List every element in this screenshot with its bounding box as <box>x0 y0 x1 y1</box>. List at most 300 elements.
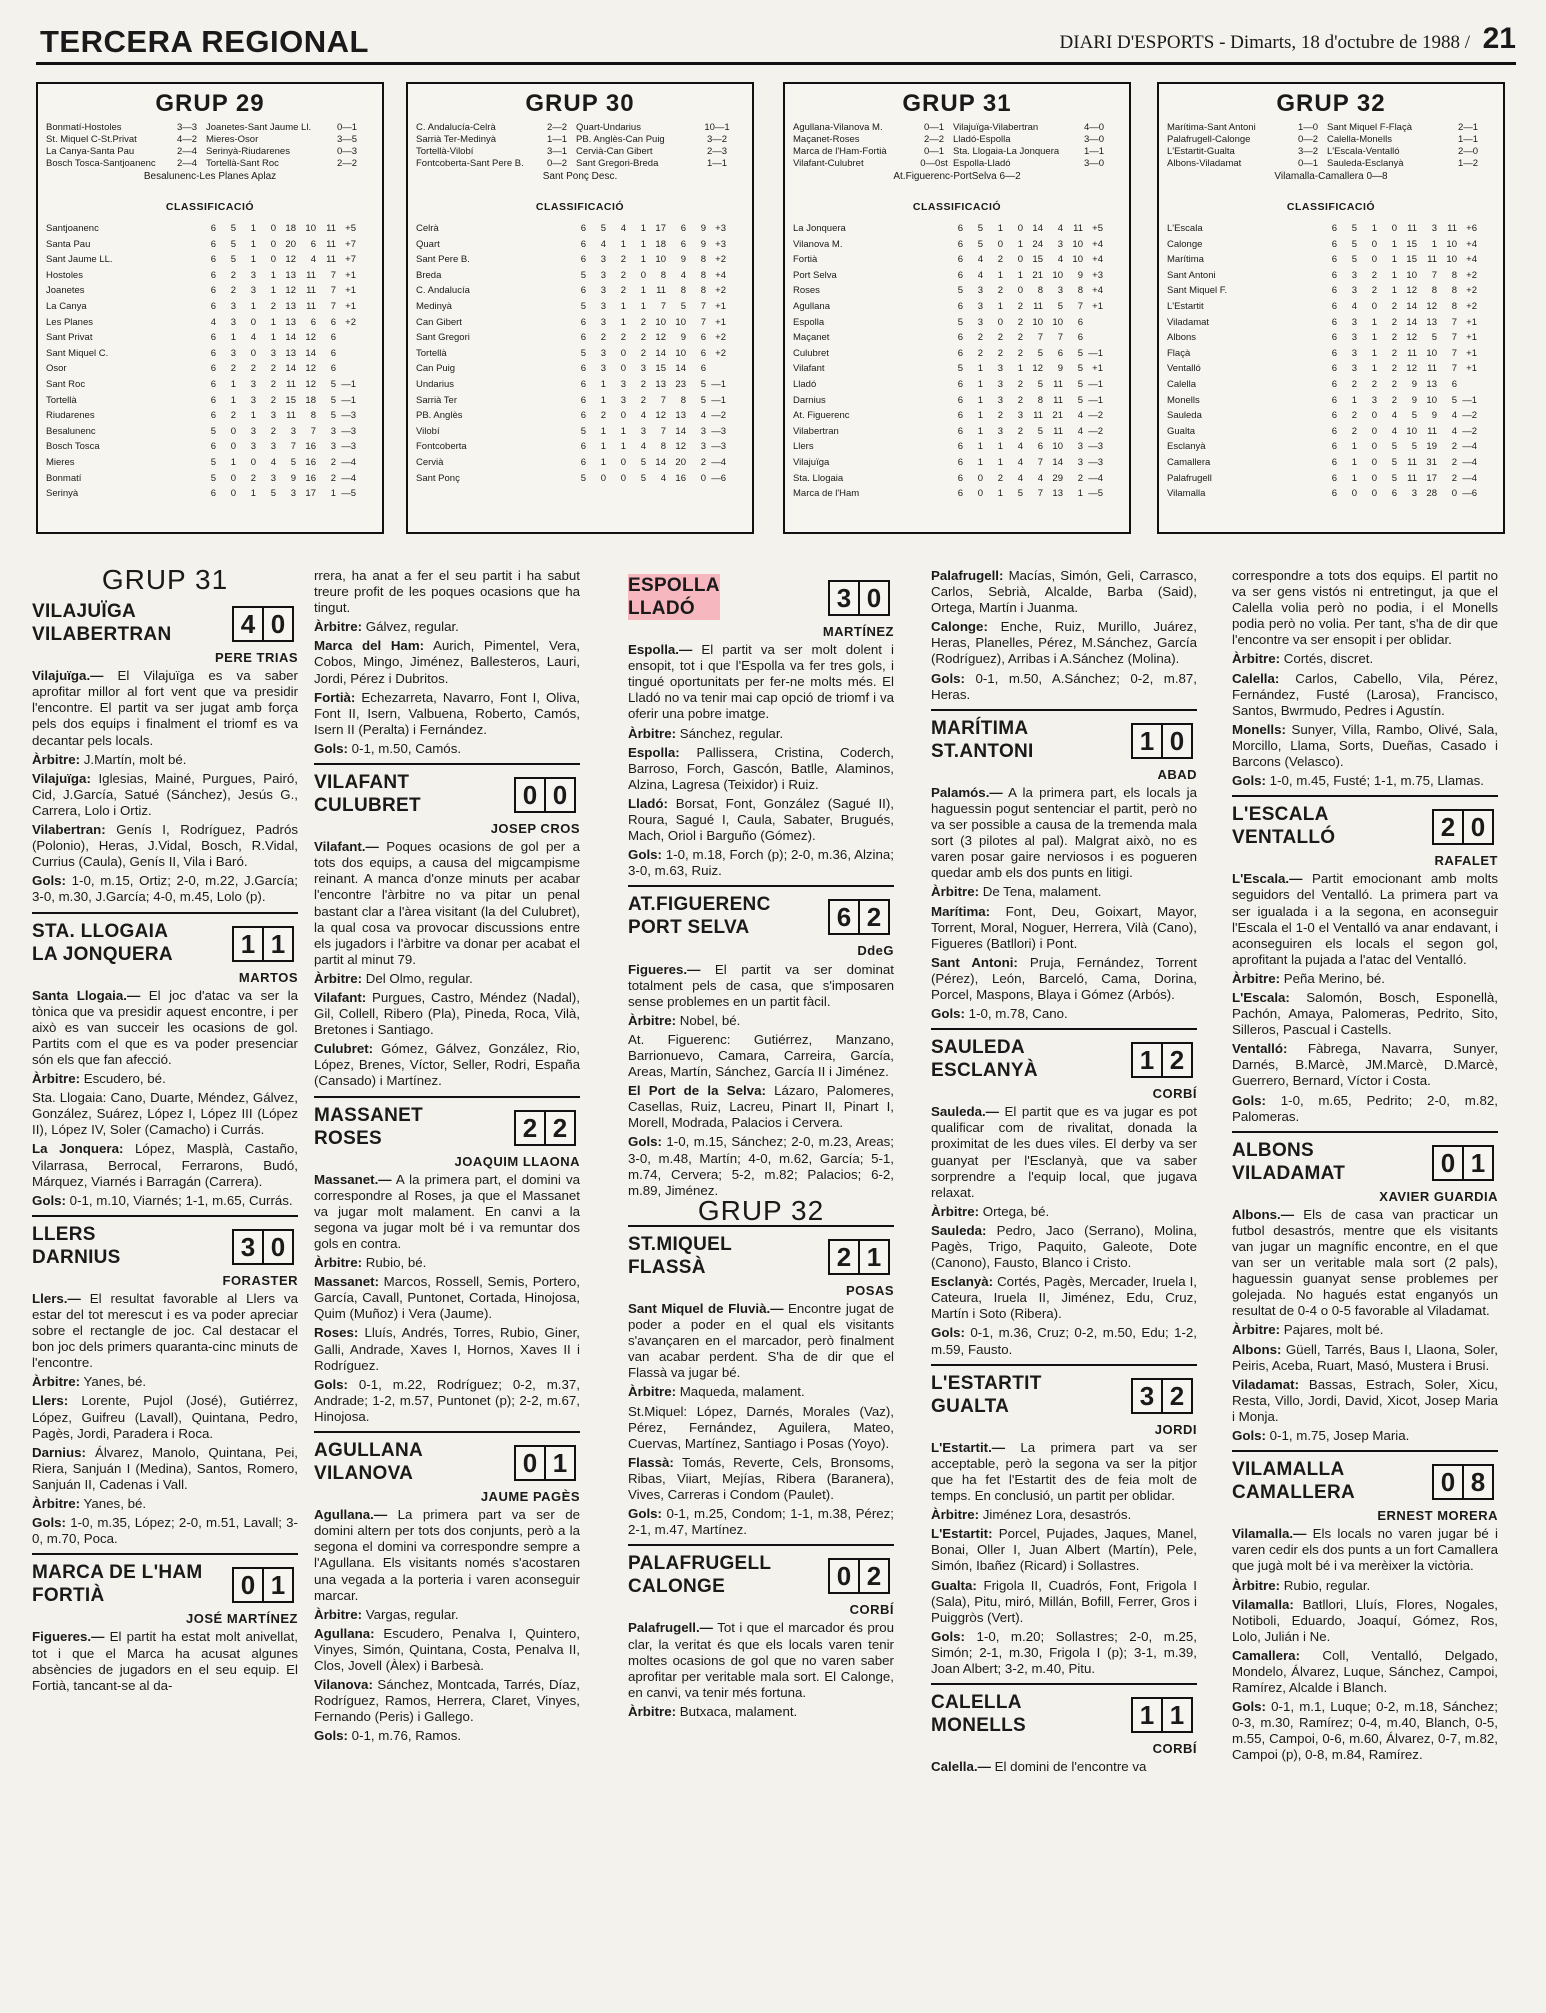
home-team: MARÍTIMA <box>931 717 1029 739</box>
team-name: Vilajuïga <box>793 456 830 468</box>
stat-value: 10 <box>655 316 666 328</box>
report-paragraph: Vilanova: Sánchez, Montcada, Tarrés, Díaz, Rodríguez, Ramos, Herrera, Claret, Vinyes, Fernando (Peris) i Gallego. <box>314 1677 580 1725</box>
classification-row <box>793 486 1121 502</box>
stat-value: 0 <box>640 269 646 281</box>
stat-value: 0 <box>1017 254 1023 266</box>
paragraph-lead: Viladamat: <box>1232 1376 1300 1392</box>
stat-value: 5 <box>580 347 586 359</box>
classification-row <box>46 346 374 362</box>
stat-value: 6 <box>580 441 586 453</box>
stat-value: 3 <box>1431 223 1437 234</box>
team-name: Medinyà <box>416 300 452 312</box>
report-paragraph: Àrbitre: Nobel, bé. <box>628 1012 741 1028</box>
stat-value: 2 <box>1017 332 1023 344</box>
paragraph-lead: Àrbitre: <box>628 1384 677 1400</box>
classification-row <box>1167 377 1495 393</box>
score-box <box>1432 1145 1494 1181</box>
paragraph-lead: Albons.— <box>1232 1206 1295 1222</box>
paragraph-lead: Monells: <box>1232 721 1286 737</box>
match-score: 10—1 <box>704 122 730 133</box>
result-extra: Besalunenc-Les Planes Aplaz <box>143 171 277 182</box>
match-score: 1—1 <box>1083 146 1105 157</box>
stat-value: —1 <box>711 394 726 406</box>
stat-value: 4 <box>977 254 983 266</box>
report-paragraph: Gualta: Frigola II, Cuadrós, Font, Frigola I (Sala), Pitu, miró, Millán, Bofill, Ferrer, Gros i Puiggròs (Vert). <box>931 1577 1197 1625</box>
match-header <box>628 1233 894 1281</box>
stat-value: 6 <box>310 238 316 250</box>
paragraph-lead: Sant Antoni: <box>931 954 1018 970</box>
classification-row <box>1167 393 1495 409</box>
report-paragraph: Àrbitre: Rubio, bé. <box>314 1255 427 1271</box>
dateline: DIARI D'ESPORTS - Dimarts, 18 d'octubre de 1988 / <box>1059 32 1470 53</box>
stat-value: +1 <box>1466 316 1477 328</box>
classification-row <box>793 221 1121 237</box>
stat-value: 4 <box>1077 410 1083 422</box>
classification-row <box>793 361 1121 377</box>
stat-value: 7 <box>1451 363 1457 375</box>
score-box <box>828 580 890 616</box>
stat-value: 6 <box>1331 394 1337 406</box>
match-report <box>32 912 298 1209</box>
match-name: Mieres-Osor <box>206 134 259 145</box>
paragraph-lead: Roses: <box>314 1325 359 1341</box>
stat-value: 21 <box>1032 269 1043 281</box>
stat-value: 4 <box>1017 441 1023 453</box>
stat-value: 8 <box>1037 394 1043 406</box>
stat-value: 2 <box>1371 269 1377 281</box>
stat-value: +5 <box>1092 223 1103 234</box>
stat-value: 2 <box>1351 425 1357 437</box>
classification-row <box>1167 315 1495 331</box>
result-row <box>793 146 1121 158</box>
stat-value: 14 <box>285 363 296 375</box>
report-paragraph: Calella.— El domini de l'encontre va <box>931 1759 1147 1775</box>
stat-value: 3 <box>250 425 256 437</box>
team-name: Agullana <box>793 300 830 312</box>
match-report <box>32 594 298 905</box>
stat-value: 14 <box>655 347 666 359</box>
stat-value: 3 <box>600 269 606 281</box>
stat-value: 4 <box>1017 456 1023 468</box>
team-name: Vilanova M. <box>793 238 843 250</box>
stat-value: 6 <box>957 269 963 281</box>
stat-value: 4 <box>310 254 316 266</box>
home-team: L'ESCALA <box>1232 804 1329 826</box>
stat-value: 4 <box>1057 223 1063 234</box>
paragraph-lead: Gols: <box>32 1515 66 1531</box>
stat-value: 6 <box>957 254 963 266</box>
paragraph-lead: Culubret: <box>314 1041 374 1057</box>
match-header <box>1232 803 1498 851</box>
report-paragraph: Camallera: Coll, Ventalló, Delgado, Mondelo, Álvarez, Luque, Sánchez, Campoi, Ramírez, Alcalde i Blanch. <box>1232 1647 1498 1696</box>
stat-value: 20 <box>285 238 296 250</box>
team-name: Can Gibert <box>416 316 462 328</box>
stat-value: 6 <box>1077 316 1083 328</box>
stat-value: 4 <box>1391 425 1397 437</box>
stat-value: 1 <box>620 316 626 328</box>
report-paragraph: Vilabertran: Genís I, Rodríguez, Padrós (Polonio), Heras, J.Vidal, Bosch, R.Vidal, Currius (Caula), Genís II, Vila i Baró. <box>32 822 298 870</box>
team-name: Esclanyà <box>1167 441 1206 453</box>
score-box <box>232 1229 294 1265</box>
home-score: 0 <box>232 1567 264 1603</box>
match-score: 3—2 <box>706 134 728 145</box>
match-report <box>314 1096 580 1426</box>
stat-value: 2 <box>640 394 646 406</box>
match-header <box>628 574 894 622</box>
paragraph-lead: Àrbitre: <box>1232 970 1281 986</box>
team-name: L'Escala <box>1167 223 1203 234</box>
home-team: VILAFANT <box>314 772 410 794</box>
stat-value: 5 <box>957 316 963 328</box>
group-heading: GRUP 32 <box>697 1194 825 1226</box>
stat-value: 2 <box>1391 300 1397 312</box>
stat-value: 1 <box>640 300 646 312</box>
away-team: PORT SELVA <box>628 917 750 939</box>
classification-row <box>416 283 744 299</box>
stat-value: 16 <box>675 472 686 484</box>
report-paragraph: Fortià: Echezarreta, Navarro, Font I, Oliva, Font II, Isern, Valbuena, Roberto, Camós, Isern II (Peralta) i Fernández. <box>314 689 580 737</box>
stat-value: 5 <box>230 223 236 234</box>
byline: CORBÍ <box>1152 1086 1197 1102</box>
match-report <box>628 1225 894 1538</box>
stat-value: +1 <box>1092 300 1103 312</box>
stat-value: 12 <box>1406 285 1417 297</box>
stat-value: 1 <box>1017 269 1023 281</box>
stat-value: 1 <box>1391 238 1397 250</box>
stat-value: 8 <box>1451 285 1457 297</box>
stat-value: 1 <box>1351 456 1357 468</box>
report-paragraph: Àrbitre: Jiménez Lora, desastrós. <box>931 1507 1132 1523</box>
paragraph-lead: Àrbitre: <box>931 884 980 900</box>
paragraph-lead: Àrbitre: <box>314 619 363 635</box>
stat-value: 3 <box>290 425 296 437</box>
stat-value: 2 <box>640 347 646 359</box>
stat-value: 1 <box>997 456 1003 468</box>
stat-value: —5 <box>1088 488 1103 500</box>
team-name: At. Figuerenc <box>793 410 850 422</box>
paragraph-lead: Espolla: <box>628 744 680 760</box>
report-paragraph: Vilamalla: Batllori, Lluís, Flores, Nogales, Notiboli, Eduardo, Joaquí, Gómez, Ros, Lolo, Julián i Ne. <box>1232 1596 1498 1644</box>
team-name: Fontcoberta <box>416 441 467 453</box>
stat-value: +2 <box>345 316 356 328</box>
paragraph-lead: Agullana.— <box>314 1507 388 1523</box>
stat-value: 15 <box>285 394 296 406</box>
home-score: 3 <box>232 1229 264 1265</box>
stat-value: 2 <box>1391 332 1397 344</box>
stat-value: 2 <box>250 363 256 375</box>
stat-value: 5 <box>580 300 586 312</box>
stat-value: 13 <box>285 269 296 281</box>
stat-value: 6 <box>1451 378 1457 390</box>
team-name: Culubret <box>793 347 829 359</box>
report-paragraph: Espolla: Pallissera, Cristina, Coderch, Barroso, Forch, Gascón, Batlle, Alaminos, Alzina, Lagresa (Teixidor) i Ruiz. <box>628 744 894 792</box>
group-box <box>406 82 754 534</box>
stat-value: 1 <box>250 254 256 266</box>
stat-value: 5 <box>330 378 336 390</box>
home-score: 1 <box>1131 1042 1163 1078</box>
score-box <box>1131 723 1193 759</box>
report-paragraph: Llers: Lorente, Pujol (José), Gutiérrez, López, Guifreu (Lavall), Quintana, Pedro, Pagès, Jordi, Paradera i Roca. <box>32 1393 298 1441</box>
stat-value: 6 <box>210 223 216 234</box>
stat-value: 0 <box>1371 254 1377 266</box>
stat-value: 5 <box>290 456 296 468</box>
paragraph-lead: Vilajuïga.— <box>32 668 104 684</box>
stat-value: —1 <box>1462 394 1477 406</box>
paragraph-lead: Vilafant.— <box>314 839 379 855</box>
stat-value: 6 <box>1391 488 1397 500</box>
group-box <box>1157 82 1505 534</box>
report-paragraph: L'Estartit: Porcel, Pujades, Jaques, Manel, Bonai, Oller I, Juan Albert (Martín), Pele, Simón, Ibañez (Ricard) i Sollastres. <box>931 1526 1197 1574</box>
away-score: 0 <box>1464 809 1494 845</box>
stat-value: +4 <box>1466 238 1477 250</box>
group-box <box>36 82 384 534</box>
classification-row <box>1167 439 1495 455</box>
stat-value: 1 <box>1391 269 1397 281</box>
stat-value: 1 <box>1391 285 1397 297</box>
paragraph-lead: L'Escala: <box>1232 989 1290 1005</box>
report-paragraph: Gols: 1-0, m.18, Forch (p); 2-0, m.36, Alzina; 3-0, m.63, Ruiz. <box>628 847 894 879</box>
report-paragraph: Massanet.— A la primera part, el domini va correspondre al Roses, ja que el Massanet va jugar molt malament. En canvi a la segona va jugar molt bé i va remuntar dos gols en contra. <box>314 1171 580 1251</box>
stat-value: 5 <box>700 394 706 406</box>
stat-value: 4 <box>640 410 646 422</box>
report-paragraph: rrera, ha anat a fer el seu partit i ha sabut treure profit de les poques ocasions que ha tingut. <box>314 568 580 616</box>
stat-value: 1 <box>997 441 1003 453</box>
report-paragraph: Vilafant: Purgues, Castro, Méndez (Nadal), Gil, Collell, Ribero (Pla), Pineda, Roca, Vilà, Bretones i Santiago. <box>314 989 580 1038</box>
classification-row <box>416 237 744 253</box>
stat-value: 6 <box>1331 363 1337 375</box>
stat-value: 1 <box>230 332 236 344</box>
stat-value: 11 <box>1073 223 1083 234</box>
team-name: Vilamalla <box>1167 488 1206 500</box>
stat-value: +2 <box>1466 285 1477 297</box>
stat-value: 10 <box>1426 347 1437 359</box>
stat-value: 10 <box>1426 394 1437 406</box>
classification-title: CLASSIFICACIÓ <box>165 201 255 213</box>
stat-value: 2 <box>1351 410 1357 422</box>
stat-value: 16 <box>305 472 316 484</box>
stat-value: 2 <box>1391 316 1397 328</box>
classification-row <box>416 221 744 237</box>
stat-value: 2 <box>1451 441 1457 453</box>
score-box <box>514 777 576 813</box>
report-paragraph: Gols: 0-1, m.25, Condom; 1-1, m.38, Pérez; 2-1, m.47, Martínez. <box>628 1506 894 1538</box>
stat-value: 2 <box>330 456 336 468</box>
stat-value: 12 <box>655 410 666 422</box>
team-name: Bosch Tosca <box>46 441 100 453</box>
classification-row <box>793 268 1121 284</box>
away-score: 1 <box>546 1445 576 1481</box>
report-paragraph: Àrbitre: Gálvez, regular. <box>314 619 459 635</box>
match-score: 0—1 <box>336 122 358 133</box>
match-score: 0—3 <box>336 146 358 157</box>
stat-value: 1 <box>1371 347 1377 359</box>
stat-value: 7 <box>330 300 336 312</box>
stat-value: 1 <box>620 238 626 250</box>
home-score: 1 <box>1131 723 1163 759</box>
score-box <box>1131 1042 1193 1078</box>
classification-row <box>1167 268 1495 284</box>
classification-row <box>1167 471 1495 487</box>
stat-value: 7 <box>700 316 706 328</box>
column <box>32 564 298 1697</box>
paragraph-lead: Gols: <box>314 740 348 756</box>
match-name: Sta. Llogaia-La Jonquera <box>953 146 1060 157</box>
stat-value: 2 <box>1017 300 1023 312</box>
stat-value: 0 <box>270 254 276 266</box>
match-report <box>628 1544 894 1720</box>
stat-value: 17 <box>1426 472 1437 484</box>
stat-value: 13 <box>655 378 666 390</box>
match-name: Calella-Monells <box>1327 134 1392 145</box>
match-name: Sant Miquel F-Flaçà <box>1327 122 1413 133</box>
team-name: Vilafant <box>793 363 825 375</box>
home-score: 3 <box>828 580 860 616</box>
stat-value: 6 <box>1331 238 1337 250</box>
stat-value: 0 <box>1371 456 1377 468</box>
stat-value <box>1083 315 1103 331</box>
stat-value: 6 <box>1331 332 1337 344</box>
result-row <box>46 146 374 158</box>
home-score: 4 <box>232 606 264 642</box>
classification-row <box>46 361 374 377</box>
stat-value: 5 <box>580 269 586 281</box>
stat-value: 7 <box>1451 332 1457 344</box>
result-row <box>416 134 744 146</box>
stat-value: 2 <box>1451 472 1457 484</box>
paragraph-lead: Figueres.— <box>628 961 701 977</box>
paragraph-lead: L'Estartit.— <box>931 1439 1006 1455</box>
stat-value: 23 <box>675 378 686 390</box>
stat-value: 2 <box>230 410 236 422</box>
classification-row <box>46 455 374 471</box>
home-score: 2 <box>1432 809 1464 845</box>
paragraph-lead: Vilamalla.— <box>1232 1526 1307 1542</box>
stat-value: 1 <box>1371 332 1377 344</box>
stat-value: 5 <box>977 223 983 234</box>
match-score: 3—1 <box>546 146 568 157</box>
stat-value: 8 <box>700 269 706 281</box>
stat-value: 13 <box>285 300 296 312</box>
stat-value: 10 <box>1406 269 1417 281</box>
stat-value: 2 <box>640 378 646 390</box>
stat-value: 2 <box>270 425 276 437</box>
stat-value: 1 <box>977 425 983 437</box>
stat-value: 11 <box>306 285 316 297</box>
stat-value: 11 <box>286 378 296 390</box>
results-list <box>793 122 1121 170</box>
home-score: 0 <box>828 1558 860 1594</box>
paragraph-lead: El Port de la Selva: <box>628 1083 766 1099</box>
stat-value: 3 <box>250 378 256 390</box>
stat-value: 6 <box>1331 472 1337 484</box>
match-header <box>32 600 298 648</box>
stat-value: 0 <box>1371 425 1377 437</box>
stat-value: 13 <box>285 316 296 328</box>
stat-value: 4 <box>270 456 276 468</box>
stat-value: 2 <box>1371 378 1377 390</box>
stat-value: 1 <box>977 363 983 375</box>
home-team: ESPOLLA <box>628 575 720 596</box>
paragraph-lead: Figueres.— <box>32 1629 105 1645</box>
stat-value: 3 <box>270 441 276 453</box>
stat-value: 6 <box>210 363 216 375</box>
report-paragraph: Roses: Lluís, Andrés, Torres, Rubio, Giner, Galli, Andrade, Xaves I, Hornos, Xaves II i Rodríguez. <box>314 1325 580 1373</box>
stat-value: 2 <box>600 410 606 422</box>
team-name: PB. Anglès <box>416 410 463 422</box>
stat-value: 8 <box>1077 285 1083 297</box>
stat-value: 1 <box>1371 363 1377 375</box>
stat-value: 1 <box>997 223 1003 234</box>
stat-value: 5 <box>1431 332 1437 344</box>
stat-value: 0 <box>977 472 983 484</box>
report-paragraph: Gols: 0-1, m.76, Ramos. <box>314 1728 462 1744</box>
report-paragraph: Palafrugell: Macías, Simón, Geli, Carrasco, Carlos, Sebrià, Alcalde, Barba (Said), Ortega, Martín i Juanma. <box>931 568 1197 616</box>
paragraph-lead: Àrbitre: <box>32 1496 81 1512</box>
stat-value: 1 <box>230 378 236 390</box>
report-paragraph: Figueres.— El partit va ser dominat totalment pels de casa, que s'imposaren sense problemes en un partit fàcil. <box>628 961 894 1009</box>
result-row <box>1167 134 1495 146</box>
stat-value: —6 <box>711 472 726 484</box>
match-score: 3—0 <box>1083 134 1105 145</box>
stat-value: 1 <box>1371 316 1377 328</box>
home-score: 1 <box>232 926 264 962</box>
team-name: Mieres <box>46 456 75 468</box>
paragraph-lead: Gols: <box>931 1628 965 1644</box>
stat-value: 2 <box>977 347 983 359</box>
stat-value: 6 <box>957 456 963 468</box>
stat-value: 10 <box>1052 316 1063 328</box>
stat-value: 9 <box>680 332 686 344</box>
team-name: Espolla <box>793 316 825 328</box>
stat-value: 6 <box>957 472 963 484</box>
stat-value: 3 <box>230 316 236 328</box>
report-paragraph: Marca del Ham: Aurich, Pimentel, Vera, Cobos, Mingo, Jiménez, Ballesteros, Lauri, Jordi, Pérez i Dubritos. <box>314 638 580 686</box>
stat-value: 0 <box>1391 223 1397 234</box>
stat-value: 1 <box>620 300 626 312</box>
stat-value: 6 <box>210 238 216 250</box>
stat-value: 6 <box>210 285 216 297</box>
stat-value: 3 <box>250 394 256 406</box>
stat-value: 5 <box>600 223 606 234</box>
classification-row <box>1167 424 1495 440</box>
team-name: Flaçà <box>1167 347 1191 359</box>
stat-value: 1 <box>977 410 983 422</box>
classification-row <box>46 252 374 268</box>
stat-value: 11 <box>306 300 316 312</box>
byline: MARTÍNEZ <box>822 624 894 639</box>
stat-value: 7 <box>1451 347 1457 359</box>
stat-value: 3 <box>1351 269 1357 281</box>
report-paragraph: Viladamat: Bassas, Estrach, Soler, Xicu, Resta, Villo, Jordi, David, Xicot, Josep Maria i Monja. <box>1232 1376 1498 1424</box>
stat-value: 12 <box>1406 332 1417 344</box>
report-paragraph: Calonge: Enche, Ruiz, Murillo, Juárez, Heras, Planelles, Pérez, M.Sánchez, García (Rodríguez), Arribas i A.Sánchez (Molina). <box>931 619 1197 667</box>
stat-value: 6 <box>310 316 316 328</box>
away-team: VENTALLÓ <box>1232 827 1336 849</box>
stat-value: +7 <box>345 254 356 266</box>
report-paragraph: correspondre a tots dos equips. El partit no va ser gens vistós ni entretingut, ja que el Calella volia però no podia, i el Monells podia però no volia. Per tant, s'ha de dir que l'encontre va ser ensopit i per oblidar. <box>1232 568 1498 648</box>
stat-value: 11 <box>1427 254 1437 266</box>
team-name: Port Selva <box>793 269 837 281</box>
stat-value: 6 <box>957 425 963 437</box>
match-score: 4—0 <box>1083 122 1105 133</box>
stat-value: 1 <box>270 285 276 297</box>
stat-value: 6 <box>210 441 216 453</box>
match-name: Vilafant-Culubret <box>793 158 864 169</box>
stat-value: 3 <box>600 254 606 266</box>
team-name: Sant Gregori <box>416 332 470 344</box>
stat-value: 14 <box>675 425 686 437</box>
classification-row <box>416 439 744 455</box>
